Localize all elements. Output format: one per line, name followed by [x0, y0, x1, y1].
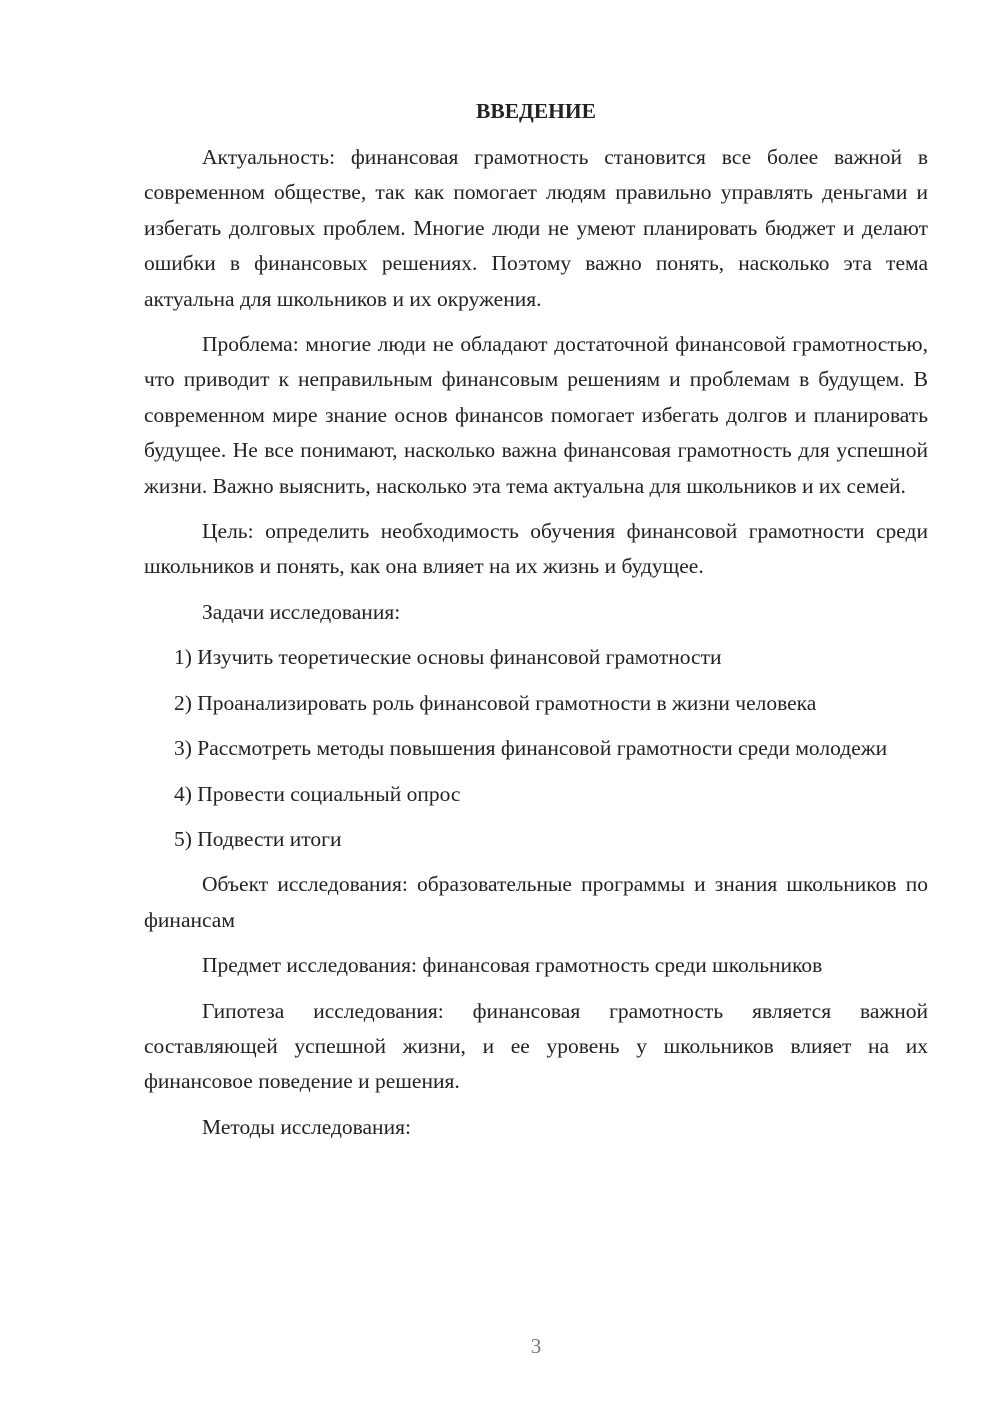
- paragraph-relevance: Актуальность: финансовая грамотность становится все более важной в современном обществе, так как помогает людям правильно управлять деньгами и избегать долговых проблем. Многие люди не умеют планировать бюджет и делают ошибки в финансовых решениях. Поэтому важно понять, насколько эта тема актуальна для школьников и их окружения.: [144, 145, 928, 311]
- list-item: 5) Подвести итоги: [174, 826, 342, 851]
- paragraph-subject: Предмет исследования: финансовая грамотность среди школьников: [202, 953, 823, 978]
- section-heading: ВВЕДЕНИЕ: [476, 99, 596, 123]
- paragraph-goal: Цель: определить необходимость обучения финансовой грамотности среди школьников и понять, как она влияет на их жизнь и будущее.: [144, 519, 928, 579]
- list-item: 1) Изучить теоретические основы финансовой грамотности: [174, 645, 722, 670]
- paragraph-methods-title: Методы исследования:: [202, 1114, 411, 1139]
- list-item: 3) Рассмотреть методы повышения финансовой грамотности среди молодежи: [174, 736, 888, 761]
- paragraph-object: Объект исследования: образовательные программы и знания школьников по финансам: [144, 872, 928, 932]
- paragraph-problem: Проблема: многие люди не обладают достаточной финансовой грамотностью, что приводит к неправильным финансовым решениям и проблемам в будущем. В современном мире знание основ финансов помогает избегать долгов и планировать будущее. Не все понимают, насколько важна финансовая грамотность для успешной жизни. Важно выяснить, насколько эта тема актуальна для школьников и их семей.: [144, 332, 928, 498]
- tasks-list: [144, 640, 928, 857]
- document-body: [144, 96, 928, 1155]
- page-number: 3: [530, 1334, 542, 1358]
- list-item: 4) Провести социальный опрос: [174, 781, 461, 806]
- paragraph-tasks-title: Задачи исследования:: [202, 599, 401, 624]
- list-item: 2) Проанализировать роль финансовой грамотности в жизни человека: [174, 690, 817, 715]
- paragraph-hypothesis: Гипотеза исследования: финансовая грамотность является важной составляющей успешной жизни, и ее уровень у школьников влияет на их финансовое поведение и решения.: [144, 998, 928, 1094]
